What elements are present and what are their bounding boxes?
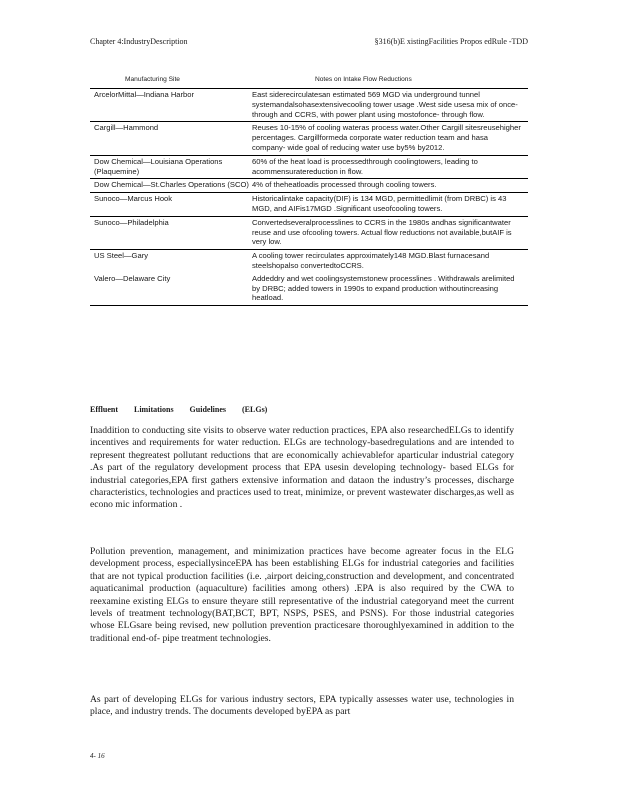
site-cell: ArcelorMittal—Indiana Harbor — [94, 90, 195, 99]
table-row — [90, 217, 528, 250]
section-heading: Effluent Limitations Guidelines (ELGs) — [90, 405, 268, 414]
document-title: §316(b)E xistingFacilities Propos edRule -TDD — [374, 37, 528, 46]
table-row — [90, 179, 528, 193]
notes-cell: Convertedseveralprocesslines to CCRS in the 1980s andhas significantwater reuse and use ofcooling towers. Actual flow reductions not available,butAIF is very low. — [252, 217, 512, 247]
notes-cell: Reuses 10-15% of cooling wateras process water.Other Cargill sitesreusehigher percentages. Cargillformeda corporate water reduction team and hasa company- wide goal of reducing water use by5% by2012. — [252, 123, 521, 152]
site-cell: Valero—Delaware City — [94, 273, 171, 283]
page-header — [90, 37, 528, 51]
site-cell: Sunoco—Marcus Hook — [94, 194, 173, 204]
site-cell: Sunoco—Philadelphia — [94, 217, 169, 227]
page-number: 4- 16 — [90, 752, 105, 760]
notes-cell: East siderecirculatesan estimated 569 MGD via underground tunnel systemandalsohasextensivecooling tower usage .West side usesa mix of once-through and CCRS, with power plant using mostofonce- through flow. — [252, 90, 518, 119]
notes-cell: 60% of the heat load is processedthrough coolingtowers, leading to acommensuratereduction in flow. — [252, 156, 478, 176]
table-row — [90, 250, 528, 273]
notes-cell: Addeddry and wet coolingsystemstonew processlines . Withdrawals arelimited by DRBC; added towers in 1990s to expand production withoutincreasing heatload. — [252, 273, 515, 303]
site-cell: Dow Chemical—Louisiana Operations (Plaquemine) — [94, 156, 223, 176]
body-paragraph: Inaddition to conducting site visits to observe water reduction practices, EPA also researchedELGs to identify incentives and requirements for water reduction. ELGs are technology-basedregulations and are intended to represent thegreatest pollutant reductions that are economically achievablefor aparticular industrial category .As part of the regulatory development process that EPA usesin developing technology- based ELGs for industrial categories,EPA first gathers extensive information and dataon the industry’s processes, discharge characteristics, technologies and practices used to treat, minimize, or prevent wastewater discharges,as well as econo mic information . — [90, 425, 514, 511]
notes-cell: 4% of theheatloadis processed through cooling towers. — [252, 180, 437, 190]
notes-cell: Historicalintake capacity(DIF) is 134 MGD, permittedlimit (from DRBC) is 43 MGD, and AIFis17MGD .Significant useofcooling towers. — [252, 194, 507, 213]
table-row — [90, 273, 528, 306]
body-paragraph: Pollution prevention, management, and minimization practices have become agreater focus in the ELG development process, especiallysinceEPA has been establishing ELGs for industrial categories and facilities that are not typical production facilities (i.e. ,airport deicing,construction and development, and concentrated aquaticanimal production (aquaculture) facilities among others) .EPA is also required by the CWA to reexamine existing ELGs to ensure theyare still representative of the industrial categoryand meet the current levels of treatment technology(BAT,BCT, BPT, NSPS, PSES, and PSNS). For those industrial categories whose ELGsare being revised, new pollution prevention practicesare thoroughlyexamined in addition to the traditional end-of- pipe treatment technologies. — [90, 546, 514, 644]
table-row — [90, 89, 528, 122]
table-header — [90, 72, 528, 89]
chapter-title: Chapter 4:IndustryDescription — [90, 37, 188, 46]
site-cell: Dow Chemical—St.Charles Operations (SCO) — [94, 180, 249, 190]
site-cell: US Steel—Gary — [94, 251, 149, 261]
intake-flow-table — [90, 72, 528, 306]
body-paragraph: As part of developing ELGs for various industry sectors, EPA typically assesses water use, technologies in place, and industry trends. The documents developed byEPA as part — [90, 694, 514, 718]
table-row — [90, 156, 528, 180]
column-header-site: Manufacturing Site — [125, 76, 180, 83]
table-row — [90, 122, 528, 155]
table-row — [90, 193, 528, 217]
column-header-notes: Notes on Intake Flow Reductions — [315, 76, 412, 83]
site-cell: Cargill—Hammond — [94, 123, 159, 133]
notes-cell: A cooling tower recirculates approximately148 MGD.Blast furnacesand steelshopalso convertedtoCCRS. — [252, 251, 490, 270]
